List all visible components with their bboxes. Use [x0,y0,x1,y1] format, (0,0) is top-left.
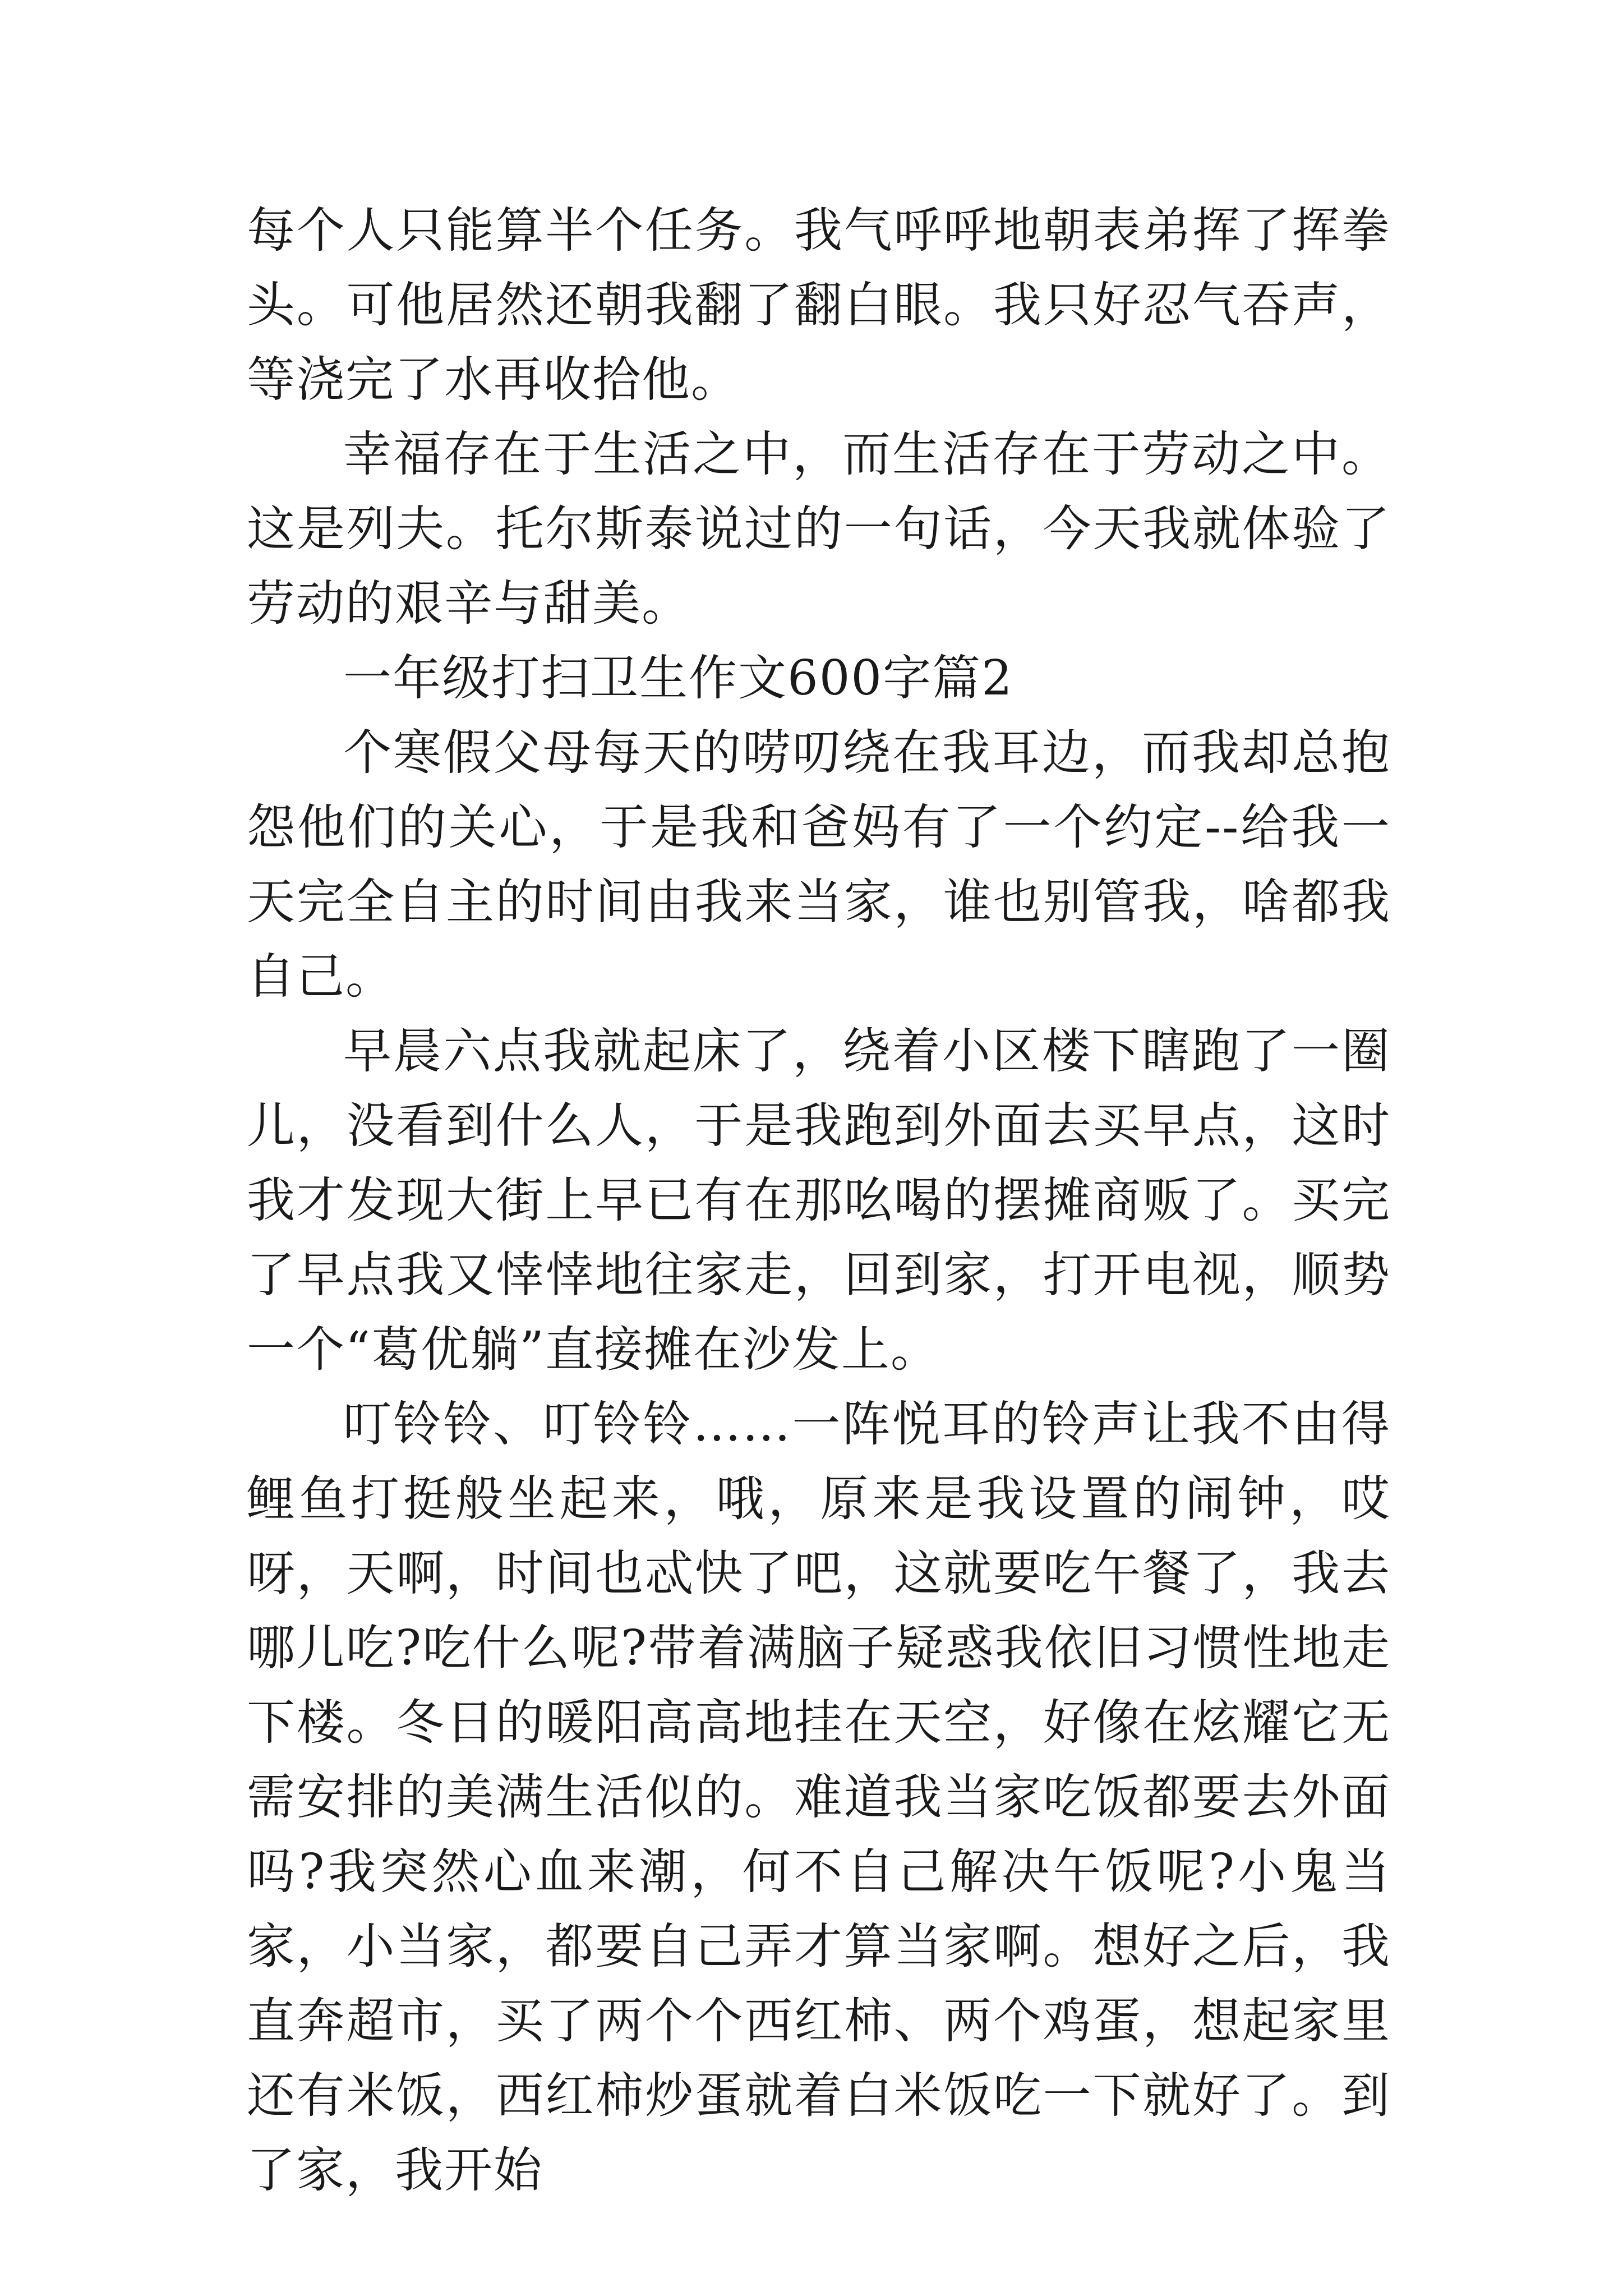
paragraph: 早晨六点我就起床了，绕着小区楼下瞎跑了一圈儿，没看到什么人，于是我跑到外面去买早点，这时我才发现大街上早已有在那吆喝的摆摊商贩了。买完了早点我又悻悻地往家走，回到家，打开电视，顺势一个“葛优躺”直接摊在沙发上。 [247,1023,1391,1378]
article-body [247,194,1391,2208]
paragraph: 幸福存在于生活之中，而生活存在于劳动之中。这是列夫。托尔斯泰说过的一句话，今天我就体验了劳动的艰辛与甜美。 [247,426,1391,632]
paragraph: 叮铃铃、叮铃铃……一阵悦耳的铃声让我不由得鲤鱼打挺般坐起来，哦，原来是我设置的闹钟，哎呀，天啊，时间也忒快了吧，这就要吃午餐了，我去哪儿吃?吃什么呢?带着满脑子疑惑我依旧习惯性地走下楼。冬日的暖阳高高地挂在天空，好像在炫耀它无需安排的美满生活似的。难道我当家吃饭都要去外面吗?我突然心血来潮，何不自己解决午饭呢?小鬼当家，小当家，都要自己弄才算当家啊。想好之后，我直奔超市，买了两个个西红柿、两个鸡蛋，想起家里还有米饭，西红柿炒蛋就着白米饭吃一下就好了。到了家，我开始 [247,1396,1391,2198]
section-heading: 一年级打扫卫生作文600字篇2 [343,650,1013,706]
paragraph: 每个人只能算半个任务。我气呼呼地朝表弟挥了挥拳头。可他居然还朝我翻了翻白眼。我只好忍气吞声，等浇完了水再收拾他。 [247,203,1391,408]
paragraph: 个寒假父母每天的唠叨绕在我耳边，而我却总抱怨他们的关心，于是我和爸妈有了一个约定--给我一天完全自主的时间由我来当家，谁也别管我，啥都我自己。 [247,725,1391,1005]
